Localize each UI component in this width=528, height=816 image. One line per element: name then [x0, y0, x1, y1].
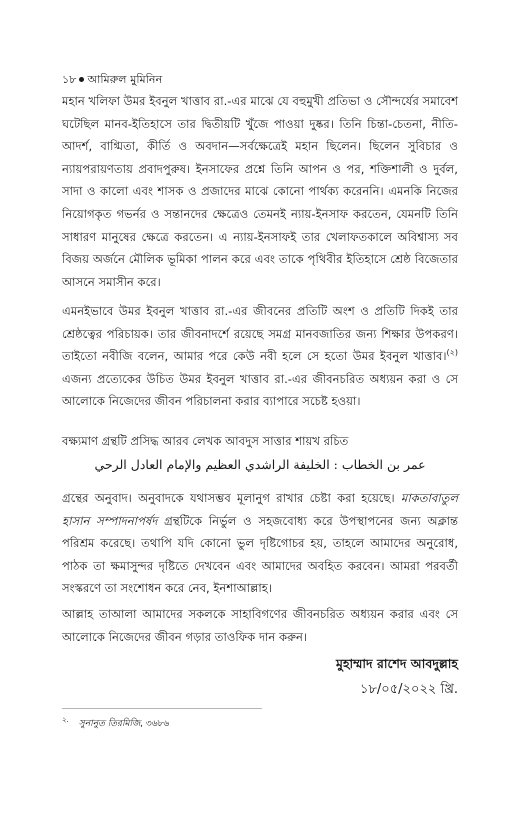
footnote-divider — [62, 708, 262, 709]
footnote — [62, 714, 169, 731]
footnote-reference: (২) — [446, 348, 458, 358]
paragraph-4-text-a: গ্রন্থের অনুবাদ। অনুবাদকে যথাসম্ভব মূলানুগ রাখার চেষ্টা করা হয়েছে। — [62, 491, 401, 505]
paragraph-3: বক্ষ্যমাণ গ্রন্থটি প্রসিদ্ধ আরব লেখক আবদুস সাত্তার শায়খ রচিত — [62, 434, 349, 448]
footnote-number: ২. — [62, 716, 69, 724]
editorial-board-name: মাকতাবাতুল হাসান সম্পাদনাপর্ষদ — [62, 491, 458, 528]
paragraph-1: মহান খলিফা উমর ইবনুল খাত্তাব রা.-এর মাঝে যে বহুমুখী প্রতিভা ও সৌন্দর্যের সমাবেশ ঘটেছিল মানব-ইতিহাসে তার দ্বিতীয়টি খুঁজে পাওয়া দুষ্কর। তিনি চিন্তা-চেতনা, নীতি-আদর্শ, বাগ্মিতা, কীর্তি ও অবদান—সর্বক্ষেত্রেই মহান ছিলেন। ছিলেন সুবিচার ও ন্যায়পরায়ণতায় প্রবাদপুরুষ। ইনসাফের প্রশ্নে তিনি আপন ও পর, শক্তিশালী ও দুর্বল, সাদা ও কালো এবং শাসক ও প্রজাদের মাঝে কোনো পার্থক্য করেননি। এমনকি নিজের নিয়োগকৃত গভর্নর ও সন্তানদের ক্ষেত্রেও তেমনই ন্যায়-ইনসাফ করতেন, যেমনটি তিনি সাধারণ মানুষের ক্ষেত্রে করতেন। এ ন্যায়-ইনসাফই তার খেলাফতকালে অবিশ্বাস্য সব বিজয় অর্জনে মৌলিক ভূমিকা পালন করে এবং তাকে পৃথিবীর ইতিহাসে শ্রেষ্ঠ বিজেতার আসনে সমাসীন করে। — [62, 94, 458, 289]
running-head-author: আমিরুল মুমিনিন — [87, 73, 163, 86]
paragraph-5: আল্লাহ তাআলা আমাদের সকলকে সাহাবিগণের জীবনচরিত অধ্যয়ন করার এবং সে আলোকে নিজেদের জীবন গড়ার তাওফিক দান করুন। — [62, 607, 458, 644]
page-number: ১৮ — [62, 73, 77, 86]
paragraph-2-text-a: এমনইভাবে উমর ইবনুল খাত্তাব রা.-এর জীবনের প্রতিটি অংশ ও প্রতিটি দিকই তার শ্রেষ্ঠত্বের পরিচায়ক। তার জীবনাদর্শে রয়েছে সমগ্র মানবজাতির জন্য শিক্ষার উপকরণ। তাইতো নবীজি বলেন, আমার পরে কেউ নবী হলে সে হতো উমর ইবনুল খাত্তাব। — [62, 304, 458, 364]
footnote-source: সুনানুত তিরমিজি — [78, 719, 141, 729]
running-header — [62, 71, 162, 90]
bullet-icon — [79, 77, 84, 82]
paragraph-2-text-b: এজন্য প্রত্যেকের উচিত উমর ইবনুল খাত্তাব রা.-এর জীবনচরিত অধ্যয়ন করা ও সে আলোকে নিজেদের জীবন পরিচালনা করার ব্যাপারে সচেষ্ট হওয়া। — [62, 371, 458, 409]
footnote-ref: , ৩৬৮৬ — [140, 719, 170, 729]
book-page — [62, 0, 458, 816]
paragraph-2 — [62, 300, 458, 413]
paragraph-4 — [62, 487, 458, 600]
signature-name: মুহাম্মাদ রাশেদ আবদুল্লাহ — [336, 656, 458, 671]
signature-date: ১৮/০৫/২০২২ খ্রি. — [360, 682, 458, 697]
arabic-book-title: عمر بن الخطاب : الخليفة الراشدي العظيم والإمام العادل الرحي — [94, 457, 426, 472]
paragraph-4-text-b: গ্রন্থটিকে নির্ভুল ও সহজবোধ্য করে উপস্থাপনের জন্য অক্লান্ত পরিশ্রম করেছে। তথাপি যদি কোনো ভুল দৃষ্টিগোচর হয়, তাহলে আমাদের অনুরোধ, পাঠক তা ক্ষমাসুন্দর দৃষ্টিতে দেখবেন এবং আমাদের অবহিত করবেন। আমরা পরবর্তী সংস্করণে তা সংশোধন করে নেব, ইনশাআল্লাহ। — [62, 513, 459, 596]
